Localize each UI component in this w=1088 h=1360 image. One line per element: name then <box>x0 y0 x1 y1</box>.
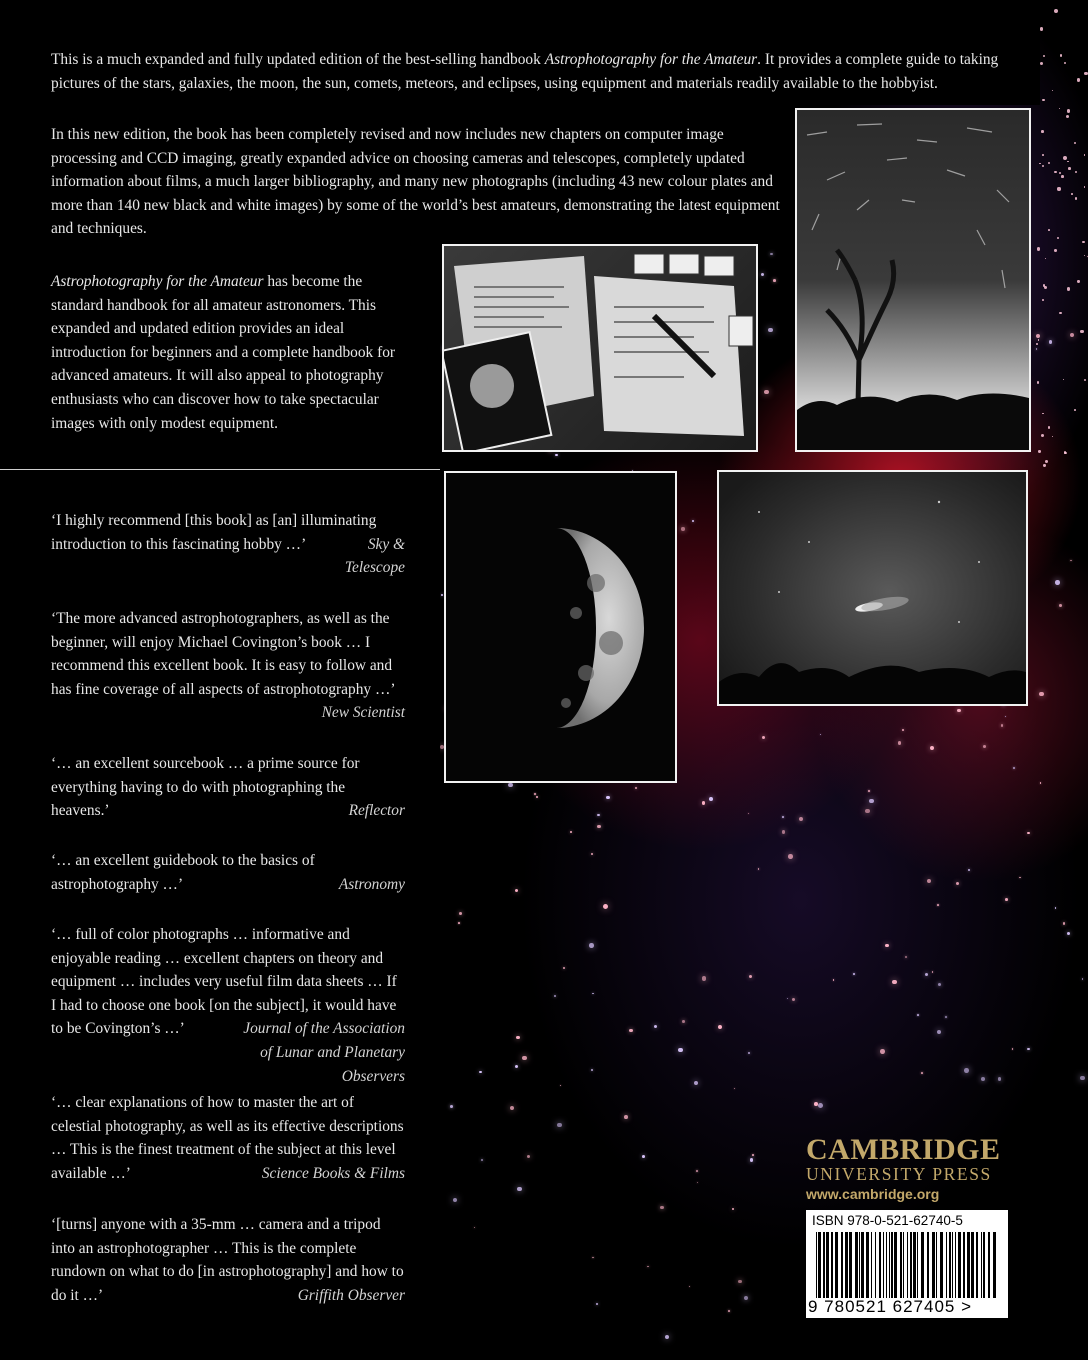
barcode-bar <box>861 1232 864 1298</box>
barcode-bar <box>958 1232 961 1298</box>
star <box>591 1069 593 1071</box>
barcode-bar <box>849 1232 852 1298</box>
star <box>788 854 793 859</box>
star <box>554 995 556 997</box>
barcode-bar <box>903 1232 904 1298</box>
publisher-name: CAMBRIDGE <box>806 1133 1001 1166</box>
barcode-bar <box>967 1232 970 1298</box>
star <box>1039 692 1043 696</box>
star <box>853 973 855 975</box>
notebook-photo <box>442 244 758 452</box>
star <box>536 796 538 798</box>
star <box>1048 426 1050 428</box>
barcode-bar <box>907 1232 908 1298</box>
star <box>481 1159 483 1161</box>
star <box>937 904 939 906</box>
barcode-digits: 9 780521 627405 > <box>808 1297 973 1316</box>
barcode-bar <box>894 1232 897 1298</box>
barcode-bar <box>845 1232 848 1298</box>
star <box>782 816 784 818</box>
barcode-bar <box>983 1232 985 1298</box>
quote-text: ‘I highly recommend [this book] as [an] illuminating introduction to this fascinating hobby …’ <box>51 512 377 553</box>
barcode-bar <box>889 1232 890 1298</box>
barcode-bar <box>946 1232 947 1298</box>
star <box>1005 898 1008 901</box>
quote-source: Journal of the Association of Lunar and Planetary Observers <box>243 1020 405 1085</box>
barcode-bar <box>841 1232 843 1298</box>
barcode-bar <box>835 1232 838 1298</box>
star <box>1084 186 1086 188</box>
barcode-bar <box>917 1232 918 1298</box>
star <box>761 273 764 276</box>
barcode-bar <box>988 1232 990 1298</box>
star <box>1038 450 1040 452</box>
barcode-bar <box>949 1232 951 1298</box>
barcode-bar <box>981 1232 982 1298</box>
star <box>1059 604 1062 607</box>
star <box>624 1115 628 1119</box>
star <box>1077 78 1081 82</box>
star <box>1042 154 1044 156</box>
star <box>694 1081 698 1085</box>
quote-text: ‘… an excellent sourcebook … a prime source for everything having to do with photographing the heavens.’ <box>51 755 360 820</box>
star <box>868 790 869 791</box>
barcode-bar <box>818 1232 821 1298</box>
star <box>629 1029 632 1032</box>
star <box>597 814 599 816</box>
star <box>930 746 934 750</box>
quote-source: Astronomy <box>338 875 405 893</box>
barcode-bar <box>823 1232 825 1298</box>
star <box>1049 340 1053 344</box>
star <box>450 1105 453 1108</box>
star <box>534 793 535 794</box>
review-quote <box>51 752 405 823</box>
review-quote <box>51 509 405 580</box>
barcode-bar <box>831 1232 833 1298</box>
star <box>921 1072 923 1074</box>
star <box>917 1014 919 1016</box>
intro-paragraph-1: This is a much expanded and fully updated edition of the best-selling handbook Astrophotography for the Amateur. It provides a complete guide to taking pictures of the stars, galaxies, the moon, the sun, comets, meteors, and eclipses, using equipment and materials readily available to the hobbyist. <box>51 51 999 92</box>
star <box>1060 54 1062 56</box>
review-quote <box>51 1213 405 1307</box>
star <box>957 709 960 712</box>
star <box>718 1025 722 1029</box>
star <box>1082 241 1085 244</box>
star <box>1036 343 1038 345</box>
barcode-bar <box>891 1232 893 1298</box>
star <box>998 1077 1002 1081</box>
star <box>560 1085 561 1086</box>
star <box>606 796 609 799</box>
star <box>1037 247 1040 250</box>
star <box>773 279 776 282</box>
star <box>1040 27 1043 30</box>
star <box>964 1068 969 1073</box>
star <box>892 980 896 984</box>
star <box>1042 165 1044 167</box>
barcode-bars <box>812 1232 1002 1298</box>
star <box>596 1303 598 1305</box>
barcode-bar <box>955 1232 956 1298</box>
barcode-bar <box>871 1232 872 1298</box>
star <box>1013 767 1015 769</box>
star <box>1067 932 1070 935</box>
star <box>1074 409 1076 411</box>
barcode-bar <box>859 1232 860 1298</box>
book-title: Astrophotography for the Amateur <box>544 51 758 68</box>
star <box>814 1102 818 1106</box>
barcode-bar <box>900 1232 902 1298</box>
star <box>1041 130 1044 133</box>
star <box>750 1158 753 1161</box>
star <box>702 801 706 805</box>
moon-photo <box>444 471 677 783</box>
star <box>1037 381 1040 384</box>
barcode-bar <box>932 1232 935 1298</box>
star <box>1064 62 1066 64</box>
star-trails-photo <box>795 108 1031 452</box>
publisher-url[interactable]: www.cambridge.org <box>806 1186 940 1202</box>
star <box>1012 1048 1013 1049</box>
comet-photo <box>717 470 1028 706</box>
star <box>983 745 986 748</box>
star <box>660 1206 663 1209</box>
star <box>1039 163 1040 164</box>
star <box>782 830 785 833</box>
publisher-subtitle: UNIVERSITY PRESS <box>806 1164 992 1184</box>
star <box>508 783 513 788</box>
star <box>1044 286 1047 289</box>
barcode-bar <box>927 1232 929 1298</box>
barcode-bar <box>963 1232 965 1298</box>
star <box>938 983 941 986</box>
star <box>1045 258 1046 259</box>
star <box>1080 1076 1085 1081</box>
star <box>1084 72 1087 75</box>
barcode-bar <box>976 1232 978 1298</box>
star <box>1067 287 1071 291</box>
intro-paragraph-3: Astrophotography for the Amateur has become the standard handbook for all amateur astronomers. This expanded and updated edition provides an ideal introduction for beginners and a complete handbook for advanced amateurs. It will also appeal to photography enthusiasts who can discover how to take spectacular images with only modest equipment. <box>51 273 396 432</box>
star <box>869 799 874 804</box>
star <box>905 956 907 958</box>
barcode-bar <box>883 1232 884 1298</box>
star <box>1054 249 1057 252</box>
review-quote <box>51 849 405 896</box>
star <box>1027 832 1030 835</box>
barcode-bar <box>952 1232 953 1298</box>
barcode <box>806 1210 1008 1318</box>
star <box>589 943 594 948</box>
barcode-bar <box>875 1232 876 1298</box>
barcode-bar <box>855 1232 858 1298</box>
isbn-label: ISBN 978-0-521-62740-5 <box>812 1213 963 1228</box>
barcode-bar <box>826 1232 829 1298</box>
barcode-bar <box>913 1232 916 1298</box>
star <box>1057 187 1060 190</box>
star <box>880 1049 885 1054</box>
barcode-bar <box>910 1232 912 1298</box>
star <box>1048 162 1050 164</box>
star <box>1068 167 1071 170</box>
star <box>517 1187 521 1191</box>
star <box>818 1103 823 1108</box>
review-quote <box>51 607 405 725</box>
barcode-bar <box>816 1232 817 1298</box>
quote-text: ‘… an excellent guidebook to the basics of astrophotography …’ <box>51 852 315 893</box>
star <box>1084 154 1085 155</box>
star <box>563 967 565 969</box>
star <box>1059 172 1061 174</box>
star <box>1080 330 1083 333</box>
star <box>1077 280 1079 282</box>
star <box>702 976 706 980</box>
barcode-bar <box>940 1232 943 1298</box>
star <box>738 1280 742 1284</box>
quote-text: ‘[turns] anyone with a 35-mm … camera and a tripod into an astrophotographer … This is the complete rundown on what to do [in astrophotography] and how to do it …’ <box>51 1216 404 1304</box>
quote-source: Reflector <box>348 802 405 820</box>
barcode-bar <box>936 1232 937 1298</box>
review-quote <box>51 923 405 1088</box>
star <box>678 1048 683 1053</box>
star <box>981 1077 985 1081</box>
star <box>865 809 870 814</box>
quote-text: ‘… clear explanations of how to master the art of celestial photography, as well as its effective descriptions … This is the finest treatment of the subject at this level available …’ <box>51 1094 404 1182</box>
barcode-bar <box>921 1232 924 1298</box>
star <box>749 975 752 978</box>
star <box>1042 299 1044 301</box>
barcode-bar <box>879 1232 881 1298</box>
star <box>1019 877 1020 878</box>
star <box>692 520 694 522</box>
book-title: Astrophotography for the Amateur <box>51 273 264 290</box>
star <box>1027 1048 1030 1051</box>
star <box>1043 464 1045 466</box>
quote-source: Science Books & Films <box>261 1164 405 1182</box>
star <box>1067 109 1070 112</box>
barcode-bar <box>971 1232 974 1298</box>
star <box>597 825 600 828</box>
star <box>681 527 684 530</box>
star <box>956 882 959 885</box>
publisher-logo <box>806 1133 1010 1204</box>
quote-source: Griffith Observer <box>297 1286 405 1304</box>
quote-source: New Scientist <box>321 704 405 722</box>
review-quote <box>51 1091 405 1185</box>
star <box>728 1310 730 1312</box>
barcode-bar <box>866 1232 869 1298</box>
quote-text: ‘… full of color photographs … informative and enjoyable reading … excellent chapters on theory and equipment … includes very useful film data sheets … If I had to choose one book [on the subject], it would have to be Covington’s …’ <box>51 926 397 1038</box>
quote-text: ‘The more advanced astrophotographers, as well as the beginner, will enjoy Michael Covington’s book … I recommend this excellent book. It is easy to follow and has fine coverage of all aspects of astrophotography …’ <box>51 610 396 698</box>
star <box>522 1056 526 1060</box>
star <box>665 1335 669 1339</box>
star <box>591 853 593 855</box>
barcode-bar <box>886 1232 887 1298</box>
star <box>682 1020 685 1023</box>
quote-source: Sky & Telescope <box>344 535 405 577</box>
star <box>555 454 557 456</box>
star <box>1075 197 1077 199</box>
intro-paragraph-2: In this new edition, the book has been completely revised and now includes new chapters on computer image processing and CCD imaging, greatly expanded advice on choosing cameras and telescopes, completely updated information about films, a much larger bibliography, and many new photographs (including 43 new colour plates and more than 140 new black and white images) by some of the world’s best amateurs, demonstrating the latest equipment and techniques. <box>51 126 780 238</box>
barcode-bar <box>993 1232 996 1298</box>
star <box>1055 580 1060 585</box>
star <box>458 922 460 924</box>
section-divider <box>0 469 440 470</box>
star <box>1036 334 1040 338</box>
star <box>1061 175 1064 178</box>
star <box>696 1170 698 1172</box>
